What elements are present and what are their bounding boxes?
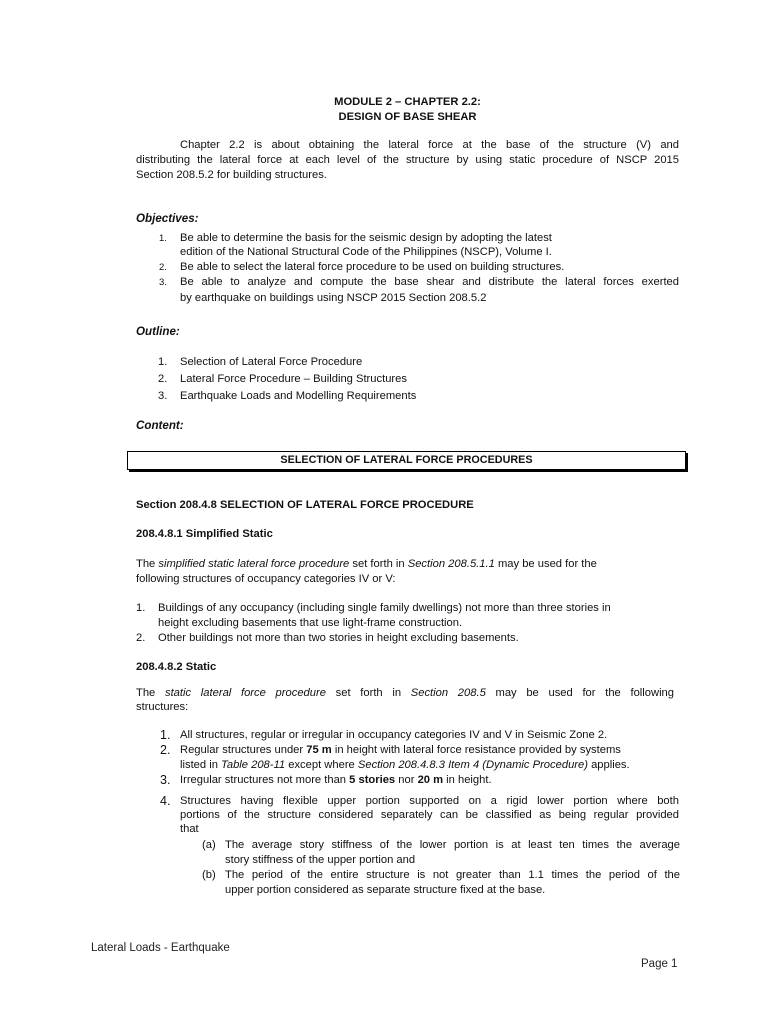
static-item-4-line-1: Structures having flexible upper portion supported on a rigid lower portion where both — [180, 795, 679, 807]
objectives-heading: Objectives: — [136, 212, 199, 225]
static-item-4-line-3: that — [180, 823, 199, 835]
section-banner: SELECTION OF LATERAL FORCE PROCEDURES — [127, 451, 686, 470]
section-heading: Section 208.4.8 SELECTION OF LATERAL FORCE PROCEDURE — [136, 499, 474, 511]
sub-item-a-line-2: story stiffness of the upper portion and — [225, 854, 416, 866]
objective-item-1-line-2: edition of the National Structural Code of the Philippines (NSCP), Volume I. — [180, 246, 552, 258]
intro-line-1: Chapter 2.2 is about obtaining the lateral force at the base of the structure (V) and — [180, 139, 679, 151]
module-title: MODULE 2 – CHAPTER 2.2: — [334, 96, 481, 108]
outline-item-2: Lateral Force Procedure – Building Structures — [180, 373, 407, 385]
outline-heading: Outline: — [136, 325, 180, 338]
outline-number: 1. — [158, 356, 168, 368]
subsection-static: 208.4.8.2 Static — [136, 661, 217, 673]
outline-number: 2. — [158, 373, 168, 385]
sub-item-a-line-1: The average story stiffness of the lower portion is at least ten times the average — [225, 839, 680, 851]
list-number: 3. — [160, 773, 171, 787]
subsection-simplified-static: 208.4.8.1 Simplified Static — [136, 528, 273, 540]
simplified-item-2: Other buildings not more than two stories in height excluding basements. — [158, 632, 519, 644]
objective-item-3-line-1: Be able to analyze and compute the base shear and distribute the lateral forces exerted — [180, 276, 679, 288]
static-item-2-line-1: Regular structures under 75 m in height with lateral force resistance provided by systems — [180, 744, 621, 756]
outline-item-1: Selection of Lateral Force Procedure — [180, 356, 363, 368]
outline-number: 3. — [158, 390, 168, 402]
outline-item-3: Earthquake Loads and Modelling Requirements — [180, 390, 417, 402]
objective-item-3-line-2: by earthquake on buildings using NSCP 2015 Section 208.5.2 — [180, 292, 487, 304]
content-heading: Content: — [136, 419, 184, 432]
list-number: 4. — [160, 794, 171, 808]
sub-item-b-line-2: upper portion considered as separate structure fixed at the base. — [225, 884, 546, 896]
sub-item-letter: (b) — [202, 869, 216, 881]
intro-line-3: Section 208.5.2 for building structures. — [136, 169, 327, 181]
objective-number: 3. — [159, 277, 167, 288]
static-paragraph-line-1: The static lateral force procedure set forth in Section 208.5 may be used for the following — [136, 687, 674, 699]
footer-title: Lateral Loads - Earthquake — [91, 942, 230, 954]
sub-item-letter: (a) — [202, 839, 216, 851]
page-number: Page 1 — [641, 958, 678, 970]
static-item-1: All structures, regular or irregular in occupancy categories IV and V in Seismic Zone 2. — [180, 729, 608, 741]
list-number: 1. — [160, 728, 171, 742]
intro-line-2: distributing the lateral force at each level of the structure by using static procedure of NSCP 2015 — [136, 154, 679, 166]
simplified-item-1-line-1: Buildings of any occupancy (including single family dwellings) not more than three stories in — [158, 602, 611, 614]
simplified-item-1-line-2: height excluding basements that use light-frame construction. — [158, 617, 463, 629]
list-number: 2. — [160, 743, 171, 757]
objective-number: 1. — [159, 233, 167, 244]
simplified-static-paragraph-line-1: The simplified static lateral force procedure set forth in Section 208.5.1.1 may be used for the — [136, 558, 597, 570]
sub-item-b-line-1: The period of the entire structure is not greater than 1.1 times the period of the — [225, 869, 680, 881]
static-item-3: Irregular structures not more than 5 stories nor 20 m in height. — [180, 774, 492, 786]
simplified-static-paragraph-line-2: following structures of occupancy categories IV or V: — [136, 573, 396, 585]
static-item-4-line-2: portions of the structure considered separately can be classified as being regular provided — [180, 809, 679, 821]
objective-item-1-line-1: Be able to determine the basis for the seismic design by adopting the latest — [180, 232, 552, 244]
list-number: 2. — [136, 632, 146, 644]
static-paragraph-line-2: structures: — [136, 701, 189, 713]
objective-number: 2. — [159, 262, 167, 273]
chapter-title: DESIGN OF BASE SHEAR — [338, 111, 477, 123]
objective-item-2: Be able to select the lateral force procedure to be used on building structures. — [180, 261, 565, 273]
list-number: 1. — [136, 602, 146, 614]
static-item-2-line-2: listed in Table 208-11 except where Section 208.4.8.3 Item 4 (Dynamic Procedure) applies. — [180, 759, 630, 771]
